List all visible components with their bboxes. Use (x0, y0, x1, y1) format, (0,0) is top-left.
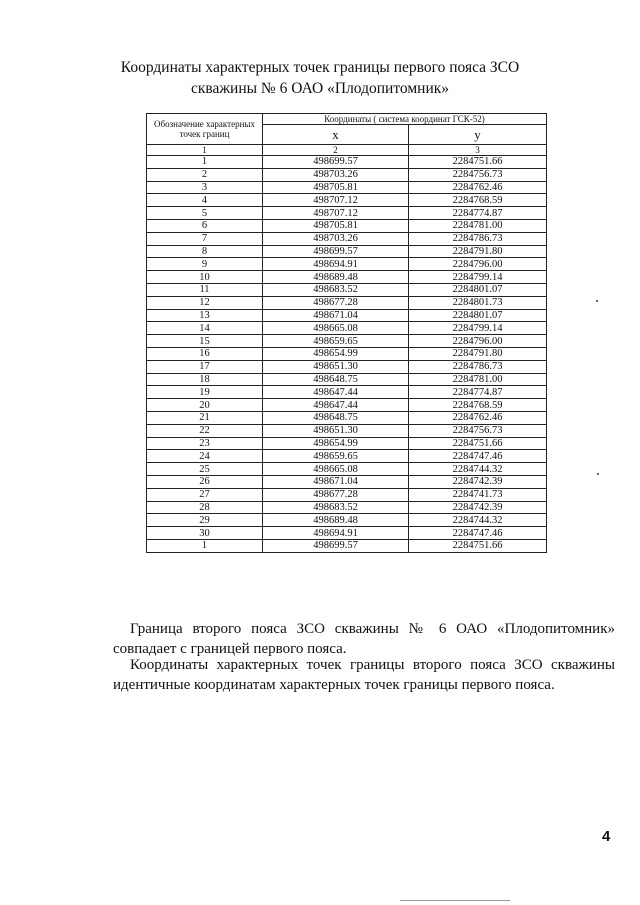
table-row (147, 488, 547, 501)
cell-x: 498659.65 (263, 335, 409, 348)
table-row (147, 258, 547, 271)
scan-speck (597, 473, 599, 475)
cell-x: 498703.26 (263, 168, 409, 181)
cell-point: 7 (147, 232, 263, 245)
column-number-3: 3 (409, 145, 547, 156)
cell-x: 498705.81 (263, 219, 409, 232)
cell-y: 2284781.00 (409, 219, 547, 232)
cell-y: 2284791.80 (409, 347, 547, 360)
cell-y: 2284796.00 (409, 258, 547, 271)
cell-y: 2284751.66 (409, 539, 547, 552)
table-row (147, 309, 547, 322)
cell-x: 498689.48 (263, 271, 409, 284)
cell-x: 498651.30 (263, 424, 409, 437)
cell-x: 498707.12 (263, 194, 409, 207)
cell-point: 14 (147, 322, 263, 335)
cell-x: 498647.44 (263, 399, 409, 412)
cell-y: 2284751.66 (409, 437, 547, 450)
table-row (147, 168, 547, 181)
header-x: x (263, 125, 409, 145)
cell-x: 498677.28 (263, 296, 409, 309)
table-row (147, 424, 547, 437)
paragraph-2-line-2: идентичные координатам характерных точек границы первого пояса. (113, 677, 555, 693)
cell-point: 6 (147, 219, 263, 232)
cell-y: 2284756.73 (409, 424, 547, 437)
cell-point: 20 (147, 399, 263, 412)
cell-point: 30 (147, 527, 263, 540)
table-row (147, 283, 547, 296)
table-row (147, 232, 547, 245)
cell-x: 498677.28 (263, 488, 409, 501)
table-row (147, 271, 547, 284)
table-row (147, 207, 547, 220)
cell-point: 18 (147, 373, 263, 386)
cell-x: 498671.04 (263, 475, 409, 488)
cell-y: 2284762.46 (409, 181, 547, 194)
table-row (147, 463, 547, 476)
title-line-1: Координаты характерных точек границы первого пояса ЗСО (120, 59, 520, 76)
cell-point: 21 (147, 411, 263, 424)
cell-y: 2284786.73 (409, 360, 547, 373)
cell-y: 2284762.46 (409, 411, 547, 424)
table-row (147, 347, 547, 360)
cell-y: 2284799.14 (409, 322, 547, 335)
table-row (147, 296, 547, 309)
cell-y: 2284768.59 (409, 194, 547, 207)
column-number-1: 1 (147, 145, 263, 156)
cell-point: 24 (147, 450, 263, 463)
cell-x: 498648.75 (263, 373, 409, 386)
cell-y: 2284756.73 (409, 168, 547, 181)
table-row (147, 373, 547, 386)
cell-y: 2284741.73 (409, 488, 547, 501)
table-row (147, 475, 547, 488)
page-number: 4 (602, 828, 611, 845)
cell-x: 498689.48 (263, 514, 409, 527)
cell-x: 498703.26 (263, 232, 409, 245)
cell-x: 498694.91 (263, 527, 409, 540)
cell-x: 498707.12 (263, 207, 409, 220)
cell-x: 498683.52 (263, 283, 409, 296)
cell-point: 13 (147, 309, 263, 322)
coordinates-table (146, 113, 547, 553)
cell-y: 2284801.73 (409, 296, 547, 309)
cell-point: 15 (147, 335, 263, 348)
table-row (147, 539, 547, 552)
header-coordinates-system: Координаты ( система координат ГСК-52) (263, 114, 547, 125)
cell-x: 498659.65 (263, 450, 409, 463)
header-y: у (409, 125, 547, 145)
cell-x: 498683.52 (263, 501, 409, 514)
cell-x: 498699.57 (263, 245, 409, 258)
table-row (147, 322, 547, 335)
column-number-2: 2 (263, 145, 409, 156)
paragraph-1-line-1: Граница второго пояса ЗСО скважины № 6 ОАО «Плодопитомник» (130, 621, 615, 637)
cell-point: 1 (147, 156, 263, 169)
cell-point: 12 (147, 296, 263, 309)
table-column-numbers-row (147, 145, 547, 156)
cell-y: 2284791.80 (409, 245, 547, 258)
cell-y: 2284781.00 (409, 373, 547, 386)
table-row (147, 437, 547, 450)
cell-point: 16 (147, 347, 263, 360)
table-row (147, 411, 547, 424)
cell-point: 17 (147, 360, 263, 373)
scan-speck (596, 300, 598, 302)
title-line-2: скважины № 6 ОАО «Плодопитомник» (190, 80, 450, 97)
cell-x: 498671.04 (263, 309, 409, 322)
cell-x: 498665.08 (263, 463, 409, 476)
cell-y: 2284747.46 (409, 450, 547, 463)
cell-y: 2284747.46 (409, 527, 547, 540)
cell-y: 2284774.87 (409, 386, 547, 399)
cell-point: 29 (147, 514, 263, 527)
cell-point: 2 (147, 168, 263, 181)
cell-y: 2284744.32 (409, 463, 547, 476)
cell-point: 8 (147, 245, 263, 258)
paragraph-1-line-2: совпадает с границей первого пояса. (113, 641, 347, 657)
table-row (147, 386, 547, 399)
table-row (147, 360, 547, 373)
table-row (147, 335, 547, 348)
cell-point: 22 (147, 424, 263, 437)
cell-y: 2284768.59 (409, 399, 547, 412)
cell-y: 2284744.32 (409, 514, 547, 527)
cell-y: 2284801.07 (409, 283, 547, 296)
cell-point: 5 (147, 207, 263, 220)
cell-point: 23 (147, 437, 263, 450)
table-row (147, 181, 547, 194)
cell-y: 2284751.66 (409, 156, 547, 169)
cell-x: 498654.99 (263, 347, 409, 360)
cell-point: 25 (147, 463, 263, 476)
cell-point: 26 (147, 475, 263, 488)
cell-x: 498705.81 (263, 181, 409, 194)
cell-point: 28 (147, 501, 263, 514)
paragraph-second-zone-coordinates (113, 655, 615, 695)
paragraph-second-zone-boundary (113, 619, 615, 659)
table-header-row (147, 114, 547, 125)
cell-point: 27 (147, 488, 263, 501)
cell-y: 2284796.00 (409, 335, 547, 348)
document-title (0, 57, 640, 99)
table-row (147, 156, 547, 169)
cell-x: 498647.44 (263, 386, 409, 399)
cell-point: 3 (147, 181, 263, 194)
cell-x: 498654.99 (263, 437, 409, 450)
cell-y: 2284786.73 (409, 232, 547, 245)
cell-y: 2284801.07 (409, 309, 547, 322)
header-designation: Обозначение характерных точек границ (147, 114, 263, 145)
coordinates-table-body (147, 114, 547, 553)
scan-edge-line (400, 900, 510, 901)
cell-y: 2284799.14 (409, 271, 547, 284)
cell-x: 498648.75 (263, 411, 409, 424)
cell-y: 2284742.39 (409, 475, 547, 488)
cell-point: 1 (147, 539, 263, 552)
cell-point: 10 (147, 271, 263, 284)
cell-point: 11 (147, 283, 263, 296)
table-row (147, 194, 547, 207)
cell-x: 498665.08 (263, 322, 409, 335)
table-row (147, 501, 547, 514)
table-row (147, 450, 547, 463)
cell-x: 498694.91 (263, 258, 409, 271)
cell-x: 498699.57 (263, 156, 409, 169)
table-row (147, 219, 547, 232)
table-row (147, 527, 547, 540)
cell-point: 9 (147, 258, 263, 271)
table-row (147, 399, 547, 412)
table-row (147, 245, 547, 258)
cell-x: 498699.57 (263, 539, 409, 552)
cell-y: 2284742.39 (409, 501, 547, 514)
cell-y: 2284774.87 (409, 207, 547, 220)
cell-x: 498651.30 (263, 360, 409, 373)
paragraph-2-line-1: Координаты характерных точек границы второго пояса ЗСО скважины (130, 657, 615, 673)
cell-point: 4 (147, 194, 263, 207)
table-row (147, 514, 547, 527)
cell-point: 19 (147, 386, 263, 399)
